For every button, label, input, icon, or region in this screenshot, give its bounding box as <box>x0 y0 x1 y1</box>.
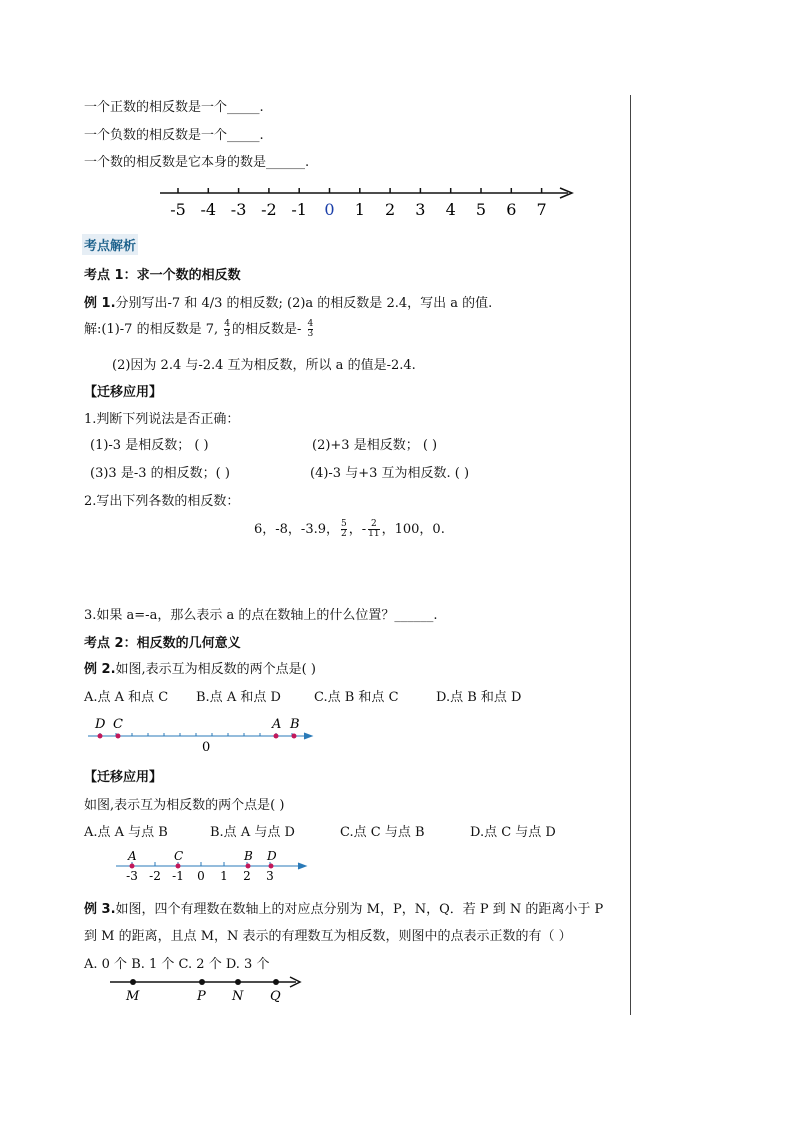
tick-label-0: 0 <box>324 200 335 219</box>
ex2-number-line <box>84 712 324 754</box>
main-number-line <box>160 182 580 222</box>
point-a <box>130 864 135 869</box>
transfer1-q3: 3.如果 a=-a，那么表示 a 的点在数轴上的什么位置？______. <box>84 608 438 623</box>
transfer1-q1d: (4)-3 与+3 互为相反数. ( ) <box>310 466 470 481</box>
ex2-option-a: A.点 A 和点 C <box>84 690 169 705</box>
transfer1-title: 【迁移应用】 <box>84 385 163 400</box>
point-b <box>246 864 251 869</box>
tick-label--1: -1 <box>291 200 307 219</box>
label-d: D <box>95 717 106 732</box>
transfer2-option-c: C.点 C 与点 B <box>340 825 425 840</box>
ex1-solution-2: (2)因为 2.4 与-2.4 互为相反数，所以 a 的值是-2.4. <box>112 358 416 373</box>
point-p <box>199 979 205 985</box>
transfer1-q1b: (2)+3 是相反数； ( ) <box>312 438 438 453</box>
transfer1-q2: 2.写出下列各数的相反数： <box>84 494 240 509</box>
point-n <box>235 979 241 985</box>
page-divider <box>630 95 631 1015</box>
tick-label-0: 0 <box>197 869 205 883</box>
tick-label-1: 1 <box>220 869 228 883</box>
label-d: D <box>267 849 277 863</box>
ex2-option-b: B.点 A 和点 D <box>196 690 281 705</box>
intro-line-2: 一个负数的相反数是一个_____. <box>84 128 264 143</box>
point-m <box>130 979 136 985</box>
tick-label-6: 6 <box>506 200 517 219</box>
label-c: C <box>174 849 184 863</box>
section-title: 考点解析 <box>82 234 138 255</box>
point-q <box>273 979 279 985</box>
ex2-option-c: C.点 B 和点 C <box>314 690 399 705</box>
ex3-question-line-2: 到 M 的距离，且点 M，N 表示的有理数互为相反数，则图中的点表示正数的有（ ） <box>84 929 572 944</box>
transfer2-title: 【迁移应用】 <box>84 770 163 785</box>
tick-label--3: -3 <box>126 869 138 883</box>
point-b <box>292 734 297 739</box>
ex3-options: A. 0 个 B. 1 个 C. 2 个 D. 3 个 <box>84 957 270 972</box>
ex1-text: 分别写出-7 和 4/3 的相反数; (2)a 的相反数是 2.4，写出 a 的值. <box>115 296 493 311</box>
tick-label-3: 3 <box>266 869 274 883</box>
label-q: Q <box>270 989 281 1004</box>
tick-label--3: -3 <box>230 200 247 219</box>
tick-label-1: 1 <box>354 200 365 219</box>
transfer2-number-line <box>112 846 312 888</box>
ex1-frac-2: $\frac{4}{3}$ <box>307 319 314 339</box>
point-d <box>98 734 103 739</box>
label-zero: 0 <box>202 740 211 754</box>
tick-label--2: -2 <box>261 200 277 219</box>
label-c: C <box>113 717 123 732</box>
kd2-title: 考点 2：相反数的几何意义 <box>84 636 241 651</box>
tick-label-2: 2 <box>243 869 251 883</box>
label-n: N <box>232 989 244 1004</box>
transfer1-q2-numbers: 6，-8，-3.9， $\frac{5}{2}$ ，- $\frac{2}{11}$ ，100，0. <box>254 519 445 539</box>
label-b: B <box>244 849 253 863</box>
frac-2-11: $\frac{2}{11}$ <box>368 519 380 539</box>
axis-arrow <box>304 733 312 739</box>
transfer1-q1c: (3)3 是-3 的相反数；( ) <box>90 466 230 481</box>
kd1-title: 考点 1：求一个数的相反数 <box>84 268 241 283</box>
transfer2-option-a: A.点 A 与点 B <box>84 825 168 840</box>
transfer1-q1a: (1)-3 是相反数； ( ) <box>90 438 209 453</box>
tick-label-4: 4 <box>445 200 456 219</box>
transfer2-option-d: D.点 C 与点 D <box>470 825 556 840</box>
ex1-sol-b: 的相反数是- <box>232 322 306 337</box>
label-m: M <box>126 989 140 1004</box>
tick-label-5: 5 <box>475 200 487 219</box>
intro-line-3: 一个数的相反数是它本身的数是______. <box>84 155 310 170</box>
ex3-number-line <box>108 972 308 1006</box>
label-a: A <box>128 849 137 863</box>
ex3-question-line-1: 例 3.如图，四个有理数在数轴上的对应点分别为 M，P，N，Q．若 P 到 N 的距离小于 P <box>84 902 604 917</box>
label-a: A <box>272 717 282 732</box>
tick-label-3: 3 <box>415 200 426 219</box>
ex2-question: 例 2.如图,表示互为相反数的两个点是( ) <box>84 662 316 677</box>
label-p: P <box>197 989 206 1004</box>
ex1-question <box>84 292 492 311</box>
transfer2-question: 如图,表示互为相反数的两个点是( ) <box>84 798 285 813</box>
intro-line-1: 一个正数的相反数是一个_____. <box>84 100 264 115</box>
ex1-solution-1 <box>84 318 315 339</box>
ex1-label: 例 1. <box>84 296 116 311</box>
tick-label--5: -5 <box>170 200 186 219</box>
tick-group <box>126 862 274 883</box>
point-c <box>116 734 121 739</box>
label-b: B <box>290 717 300 732</box>
transfer2-option-b: B.点 A 与点 D <box>210 825 295 840</box>
tick-label--2: -2 <box>149 869 161 883</box>
point-d <box>269 864 274 869</box>
point-c <box>176 864 181 869</box>
tick-label--1: -1 <box>172 869 184 883</box>
tick-label--4: -4 <box>200 200 217 219</box>
frac-5-2: $\frac{5}{2}$ <box>341 519 347 539</box>
axis-arrow <box>298 863 306 869</box>
ex2-option-d: D.点 B 和点 D <box>436 690 522 705</box>
transfer1-q1: 1.判断下列说法是否正确： <box>84 412 240 427</box>
tick-label-7: 7 <box>536 200 547 219</box>
tick-label-2: 2 <box>385 200 396 219</box>
point-a <box>274 734 279 739</box>
ex1-sol-a: 解:(1)-7 的相反数是 7, <box>84 322 223 337</box>
ex1-frac-1: $\frac{4}{3}$ <box>224 319 230 339</box>
